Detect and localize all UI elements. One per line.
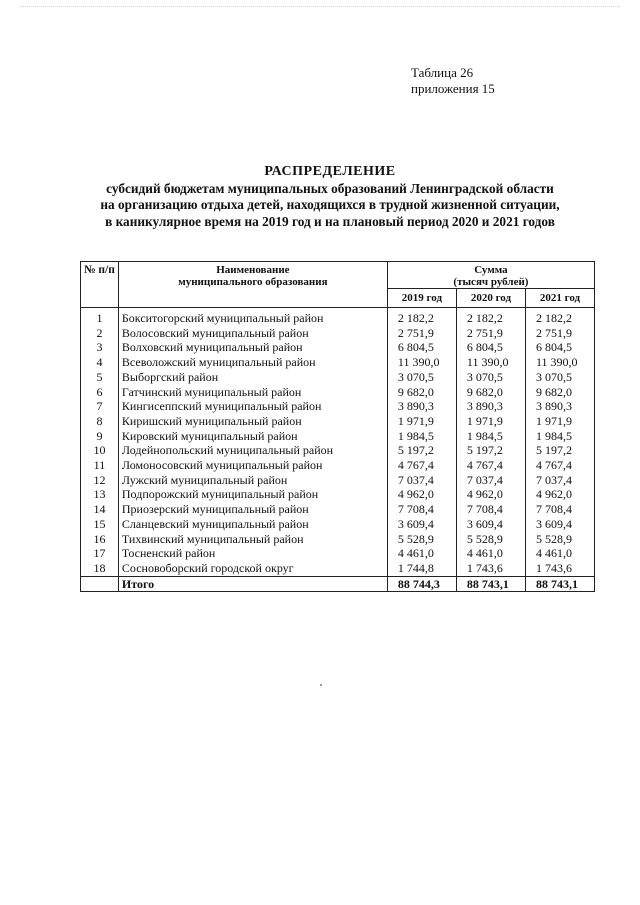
row-number: 4 [81, 355, 119, 370]
row-value-2021: 3 890,3 [525, 399, 594, 414]
row-municipality: Кингисеппский муниципальный район [118, 399, 387, 414]
header-sum-unit: (тысяч рублей) [453, 276, 529, 288]
row-value-2020: 3 609,4 [456, 517, 525, 532]
table-row [81, 308, 595, 326]
total-value-2020: 88 743,1 [456, 576, 525, 592]
row-value-2021: 9 682,0 [525, 385, 594, 400]
heading-line-1: субсидий бюджетам муниципальных образований Ленинградской области [106, 180, 554, 196]
row-number: 8 [81, 414, 119, 429]
table-row [81, 443, 595, 458]
row-municipality: Гатчинский муниципальный район [118, 385, 387, 400]
appendix-reference [411, 65, 495, 97]
row-value-2020: 2 182,2 [456, 308, 525, 326]
total-num-cell [81, 576, 119, 592]
row-value-2021: 3 070,5 [525, 370, 594, 385]
row-value-2019: 4 767,4 [387, 458, 456, 473]
row-value-2021: 5 197,2 [525, 443, 594, 458]
row-value-2019: 3 890,3 [387, 399, 456, 414]
row-value-2021: 7 708,4 [525, 502, 594, 517]
row-municipality: Тихвинский муниципальный район [118, 532, 387, 547]
scan-speck [320, 684, 322, 686]
table-row [81, 399, 595, 414]
row-number: 1 [81, 308, 119, 326]
row-municipality: Волосовский муниципальный район [118, 326, 387, 341]
row-number: 6 [81, 385, 119, 400]
row-number: 14 [81, 502, 119, 517]
row-value-2021: 2 182,2 [525, 308, 594, 326]
table-row [81, 546, 595, 561]
row-value-2020: 3 890,3 [456, 399, 525, 414]
row-value-2019: 5 528,9 [387, 532, 456, 547]
table-row [81, 473, 595, 488]
row-value-2021: 4 461,0 [525, 546, 594, 561]
row-value-2021: 1 984,5 [525, 429, 594, 444]
row-number: 12 [81, 473, 119, 488]
row-value-2020: 11 390,0 [456, 355, 525, 370]
row-value-2019: 1 984,5 [387, 429, 456, 444]
row-value-2020: 4 461,0 [456, 546, 525, 561]
row-municipality: Ломоносовский муниципальный район [118, 458, 387, 473]
row-value-2019: 2 751,9 [387, 326, 456, 341]
table-row [81, 370, 595, 385]
row-value-2019: 2 182,2 [387, 308, 456, 326]
table-row [81, 487, 595, 502]
row-value-2020: 1 971,9 [456, 414, 525, 429]
table-row [81, 340, 595, 355]
row-value-2019: 4 461,0 [387, 546, 456, 561]
distribution-table [80, 261, 595, 592]
row-number: 5 [81, 370, 119, 385]
row-value-2019: 7 708,4 [387, 502, 456, 517]
row-municipality: Подпорожский муниципальный район [118, 487, 387, 502]
row-municipality: Лодейнопольский муниципальный район [118, 443, 387, 458]
row-value-2019: 9 682,0 [387, 385, 456, 400]
row-value-2019: 7 037,4 [387, 473, 456, 488]
heading-line-3: в каникулярное время на 2019 год и на плановый период 2020 и 2021 годов [105, 213, 555, 229]
row-municipality: Бокситогорский муниципальный район [118, 308, 387, 326]
table-body [81, 308, 595, 592]
row-value-2021: 5 528,9 [525, 532, 594, 547]
row-value-2021: 3 609,4 [525, 517, 594, 532]
row-value-2019: 4 962,0 [387, 487, 456, 502]
row-value-2021: 1 971,9 [525, 414, 594, 429]
row-number: 9 [81, 429, 119, 444]
row-municipality: Сланцевский муниципальный район [118, 517, 387, 532]
row-value-2020: 5 528,9 [456, 532, 525, 547]
row-number: 18 [81, 561, 119, 576]
row-municipality: Всеволожский муниципальный район [118, 355, 387, 370]
row-value-2020: 5 197,2 [456, 443, 525, 458]
row-value-2021: 4 962,0 [525, 487, 594, 502]
total-row [81, 576, 595, 592]
row-number: 7 [81, 399, 119, 414]
table-row [81, 385, 595, 400]
row-value-2021: 4 767,4 [525, 458, 594, 473]
header-sum-label: Сумма [474, 264, 508, 276]
row-value-2019: 5 197,2 [387, 443, 456, 458]
row-municipality: Волховский муниципальный район [118, 340, 387, 355]
row-value-2020: 7 037,4 [456, 473, 525, 488]
table-row [81, 355, 595, 370]
row-number: 17 [81, 546, 119, 561]
row-municipality: Выборгский район [118, 370, 387, 385]
row-number: 15 [81, 517, 119, 532]
table-row [81, 458, 595, 473]
header-sum [387, 262, 594, 289]
table-row [81, 561, 595, 576]
header-name-text: Наименование муниципального образования [178, 264, 328, 288]
row-value-2020: 4 767,4 [456, 458, 525, 473]
header-name [118, 262, 387, 308]
scan-artifact-line [20, 6, 620, 9]
row-municipality: Сосновоборский городской округ [118, 561, 387, 576]
row-value-2020: 9 682,0 [456, 385, 525, 400]
header-year-2019: 2019 год [387, 289, 456, 308]
table-row [81, 502, 595, 517]
row-value-2020: 6 804,5 [456, 340, 525, 355]
row-value-2020: 1 984,5 [456, 429, 525, 444]
row-number: 2 [81, 326, 119, 341]
row-number: 3 [81, 340, 119, 355]
row-municipality: Тосненский район [118, 546, 387, 561]
table-row [81, 517, 595, 532]
row-number: 11 [81, 458, 119, 473]
row-value-2019: 1 971,9 [387, 414, 456, 429]
appendix-number: приложения 15 [411, 81, 495, 96]
header-year-2021: 2021 год [525, 289, 594, 308]
row-value-2020: 2 751,9 [456, 326, 525, 341]
header-num: № п/п [81, 262, 119, 308]
total-value-2019: 88 744,3 [387, 576, 456, 592]
table-row [81, 326, 595, 341]
row-value-2020: 4 962,0 [456, 487, 525, 502]
table-header [81, 262, 595, 308]
document-title: РАСПРЕДЕЛЕНИЕ [264, 164, 396, 179]
header-year-2020: 2020 год [456, 289, 525, 308]
row-value-2021: 1 743,6 [525, 561, 594, 576]
row-value-2019: 3 070,5 [387, 370, 456, 385]
row-number: 13 [81, 487, 119, 502]
row-value-2019: 6 804,5 [387, 340, 456, 355]
table-number: Таблица 26 [411, 65, 474, 80]
row-value-2019: 11 390,0 [387, 355, 456, 370]
row-municipality: Приозерский муниципальный район [118, 502, 387, 517]
row-value-2020: 1 743,6 [456, 561, 525, 576]
total-value-2021: 88 743,1 [525, 576, 594, 592]
row-value-2019: 1 744,8 [387, 561, 456, 576]
row-value-2020: 7 708,4 [456, 502, 525, 517]
row-municipality: Лужский муниципальный район [118, 473, 387, 488]
row-municipality: Киришский муниципальный район [118, 414, 387, 429]
row-value-2021: 6 804,5 [525, 340, 594, 355]
table-row [81, 532, 595, 547]
row-value-2021: 11 390,0 [525, 355, 594, 370]
table-row [81, 429, 595, 444]
row-municipality: Кировский муниципальный район [118, 429, 387, 444]
heading-line-2: на организацию отдыха детей, находящихся в трудной жизненной ситуации, [100, 197, 560, 212]
row-number: 16 [81, 532, 119, 547]
document-heading [60, 164, 600, 230]
row-value-2021: 2 751,9 [525, 326, 594, 341]
row-value-2019: 3 609,4 [387, 517, 456, 532]
row-value-2020: 3 070,5 [456, 370, 525, 385]
row-number: 10 [81, 443, 119, 458]
row-value-2021: 7 037,4 [525, 473, 594, 488]
table-row [81, 414, 595, 429]
total-label: Итого [118, 576, 387, 592]
